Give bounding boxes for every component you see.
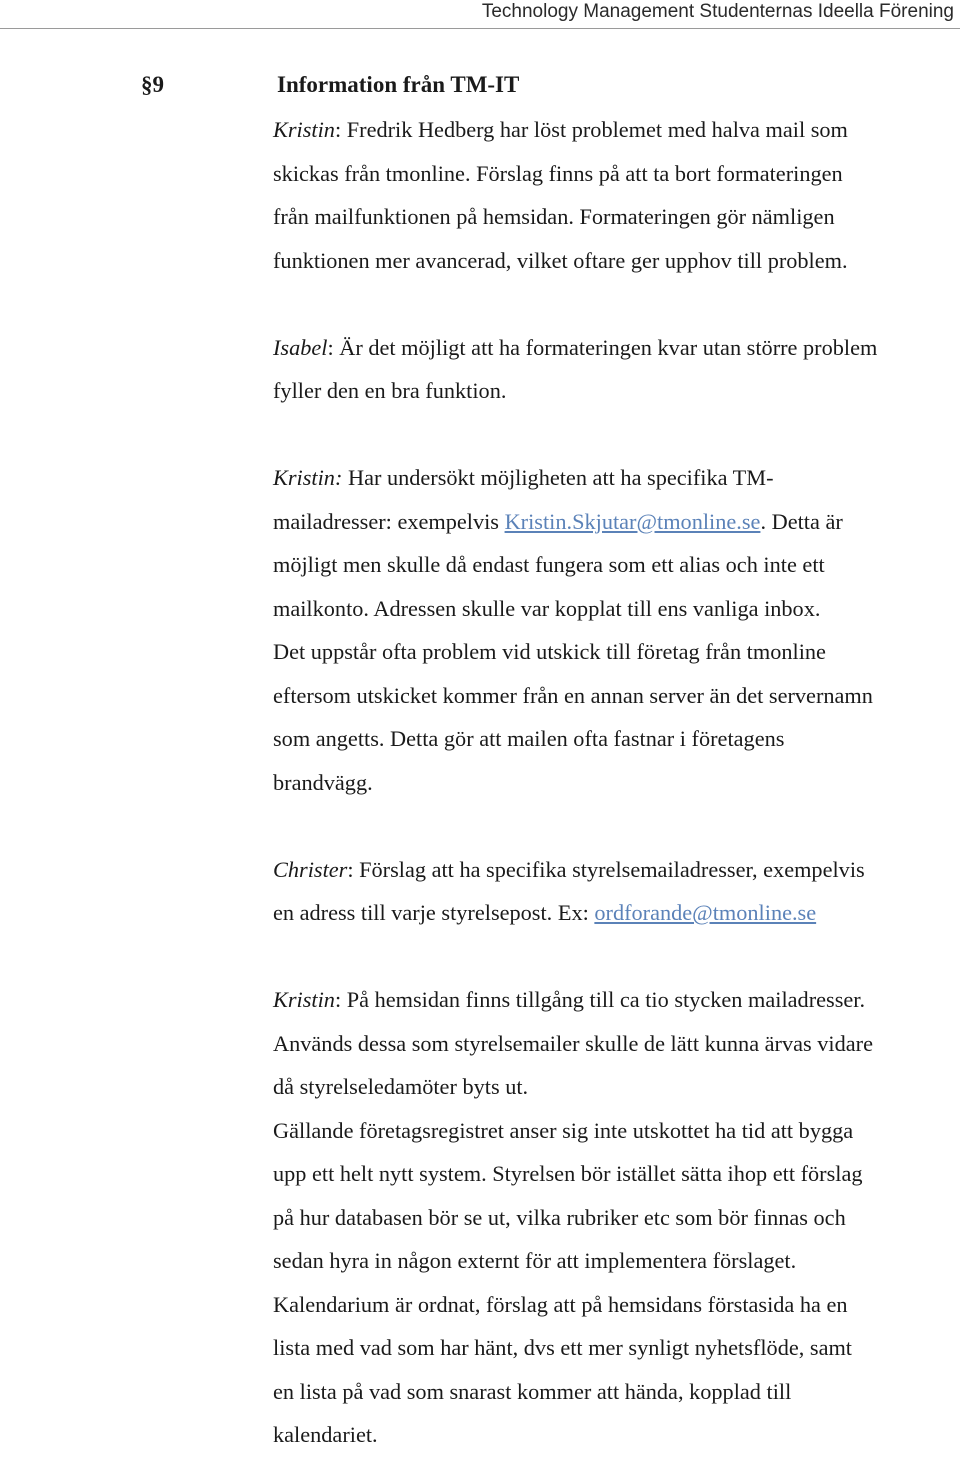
- text-line: sedan hyra in någon externt för att implementera förslaget.: [273, 1248, 797, 1273]
- email-link[interactable]: ordforande@tmonline.se: [594, 900, 817, 925]
- speaker-name: Kristin: [273, 117, 335, 142]
- text-line: då styrelseledamöter byts ut.: [273, 1074, 529, 1099]
- text-line: Kalendarium är ordnat, förslag att på hemsidans förstasida ha en: [273, 1291, 848, 1317]
- text-line: en adress till varje styrelsepost. Ex: ordforande@tmonline.se: [273, 900, 817, 925]
- text-line: skickas från tmonline. Förslag finns på att ta bort formateringen: [273, 160, 843, 186]
- text-line: möjligt men skulle då endast fungera som ett alias och inte ett: [273, 552, 825, 577]
- page-header: [0, 0, 960, 29]
- text-line: kalendariet.: [273, 1422, 378, 1447]
- text-line: lista med vad som har hänt, dvs ett mer synligt nyhetsflöde, samt: [273, 1335, 853, 1360]
- paragraph-christer: [273, 848, 960, 935]
- text-line: Kristin: Fredrik Hedberg har löst problemet med halva mail som: [273, 117, 848, 142]
- section-title: Information från TM-IT: [277, 72, 520, 97]
- text-line: en lista på vad som snarast kommer att hända, kopplad till: [273, 1378, 792, 1404]
- header-text: Technology Management Studenternas Ideella Förening: [481, 1, 954, 22]
- text-line: Kristin: På hemsidan finns tillgång till ca tio stycken mailadresser.: [273, 987, 866, 1012]
- text-line: på hur databasen bör se ut, vilka rubriker etc som bör finnas och: [273, 1204, 846, 1230]
- text-line: Används dessa som styrelsemailer skulle de lätt kunna ärvas vidare: [273, 1030, 873, 1056]
- section-number: §9: [141, 72, 164, 97]
- text-line: mailadresser: exempelvis Kristin.Skjutar@tmonline.se. Detta är: [273, 508, 843, 534]
- text-line: upp ett helt nytt system. Styrelsen bör istället sätta ihop ett förslag: [273, 1161, 863, 1186]
- document-body: [273, 108, 960, 1457]
- text-line: funktionen mer avancerad, vilket oftare ger upphov till problem.: [273, 247, 848, 273]
- paragraph-kristin-1: [273, 108, 960, 282]
- text-line: Gällande företagsregistret anser sig inte utskottet ha tid att bygga: [273, 1117, 854, 1143]
- text-line: mailkonto. Adressen skulle var kopplat till ens vanliga inbox.: [273, 595, 821, 621]
- text-line: Christer: Förslag att ha specifika styrelsemailadresser, exempelvis: [273, 856, 865, 882]
- paragraph-isabel: [273, 326, 960, 413]
- text-line: fyller den en bra funktion.: [273, 378, 507, 403]
- speaker-name: Kristin:: [273, 465, 343, 490]
- text-line: brandvägg.: [273, 769, 373, 795]
- text-line: eftersom utskicket kommer från en annan server än det servernamn: [273, 682, 873, 708]
- text-line: Kristin: Har undersökt möjligheten att ha specifika TM-: [273, 465, 774, 490]
- speaker-name: Kristin: [273, 987, 335, 1012]
- paragraph-kristin-2: [273, 456, 960, 804]
- text-line: Det uppstår ofta problem vid utskick till företag från tmonline: [273, 639, 826, 664]
- speaker-name: Christer: [273, 856, 348, 882]
- email-link[interactable]: Kristin.Skjutar@tmonline.se: [504, 508, 761, 534]
- paragraph-kristin-3: [273, 978, 960, 1457]
- text-line: Isabel: Är det möjligt att ha formateringen kvar utan större problem: [273, 334, 878, 360]
- text-line: från mailfunktionen på hemsidan. Formateringen gör nämligen: [273, 204, 835, 229]
- speaker-name: Isabel: [273, 334, 328, 360]
- text-line: som angetts. Detta gör att mailen ofta fastnar i företagens: [273, 726, 785, 751]
